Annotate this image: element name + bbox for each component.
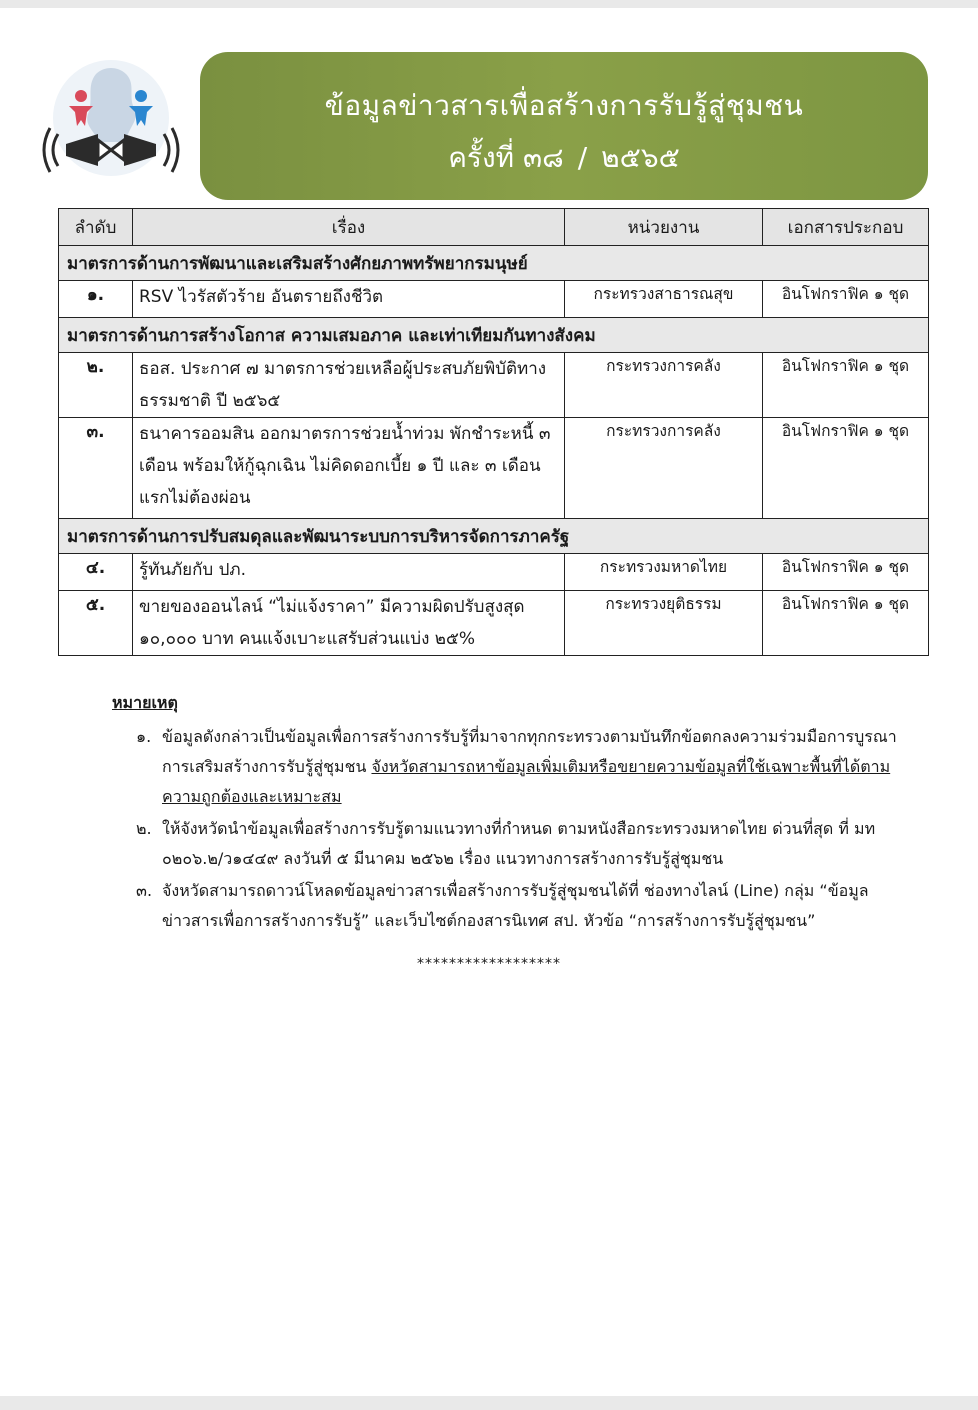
note-underlined-text: จังหวัดสามารถหาข้อมูลเพิ่มเติมหรือขยายความข้อมูลที่ใช้เฉพาะพื้นที่ได้ตามความถูกต้องและเหมาะสม [162, 757, 891, 806]
row-agency: กระทรวงการคลัง [565, 418, 763, 519]
note-item [112, 722, 912, 812]
note-text: จังหวัดสามารถดาวน์โหลดข้อมูลข่าวสารเพื่อสร้างการรับรู้สู่ชุมชนได้ที่ ช่องทางไลน์ (Line) กลุ่ม “ข้อมูลข่าวสารเพื่อการสร้างการรับรู้” และเว็บไซต์กองสารนิเทศ สป. หัวข้อ “การสร้างการรับรู้สู่ชุมชน” [162, 881, 869, 930]
header-agency: หน่วยงาน [565, 209, 763, 246]
header-order: ลำดับ [59, 209, 133, 246]
row-agency: กระทรวงการคลัง [565, 353, 763, 418]
section-title: มาตรการด้านการสร้างโอกาส ความเสมอภาค และเท่าเทียมกันทางสังคม [59, 318, 929, 353]
row-attachment: อินโฟกราฟิค ๑ ชุด [763, 418, 929, 519]
row-topic: ธนาคารออมสิน ออกมาตรการช่วยน้ำท่วม พักชำระหนี้ ๓ เดือน พร้อมให้กู้ฉุกเฉิน ไม่คิดดอกเบี้ย ๑ ปี และ ๓ เดือนแรกไม่ต้องผ่อน [133, 418, 565, 519]
table-row [59, 554, 929, 591]
title-banner [200, 52, 928, 200]
table-header-row [59, 209, 929, 246]
section-row [59, 519, 929, 554]
row-attachment: อินโฟกราฟิค ๑ ชุด [763, 353, 929, 418]
row-number: ๓. [59, 418, 133, 519]
row-topic: ธอส. ประกาศ ๗ มาตรการช่วยเหลือผู้ประสบภัยพิบัติทางธรรมชาติ ปี ๒๕๖๕ [133, 353, 565, 418]
row-topic: RSV ไวรัสตัวร้าย อันตรายถึงชีวิต [133, 281, 565, 318]
notes-title: หมายเหตุ [112, 693, 178, 712]
document-page [0, 8, 978, 1396]
row-agency: กระทรวงยุติธรรม [565, 591, 763, 656]
note-item [112, 876, 912, 936]
section-row [59, 318, 929, 353]
table-row [59, 418, 929, 519]
section-row [59, 246, 929, 281]
banner-title: ข้อมูลข่าวสารเพื่อสร้างการรับรู้สู่ชุมชน [324, 89, 804, 122]
row-topic: รู้ทันภัยกับ ปภ. [133, 554, 565, 591]
issue-label: ครั้งที่ ๓๘ [448, 141, 564, 174]
row-attachment: อินโฟกราฟิค ๑ ชุด [763, 554, 929, 591]
section-title: มาตรการด้านการพัฒนาและเสริมสร้างศักยภาพทรัพยากรมนุษย์ [59, 246, 929, 281]
note-number: ๒. [136, 819, 152, 838]
row-attachment: อินโฟกราฟิค ๑ ชุด [763, 591, 929, 656]
end-stars: ****************** [417, 956, 561, 972]
row-number: ๕. [59, 591, 133, 656]
issue-separator: / [577, 141, 588, 174]
section-title: มาตรการด้านการปรับสมดุลและพัฒนาระบบการบริหารจัดการภาครัฐ [59, 519, 929, 554]
row-number: ๔. [59, 554, 133, 591]
note-number: ๓. [136, 881, 153, 900]
note-text: ให้จังหวัดนำข้อมูลเพื่อสร้างการรับรู้ตามแนวทางที่กำหนด ตามหนังสือกระทรวงมหาดไทย ด่วนที่สุด ที่ มท ๐๒๐๖.๒/ว๑๔๔๙ ลงวันที่ ๕ มีนาคม ๒๕๖๒ เรื่อง แนวทางการสร้างการรับรู้สู่ชุมชน [162, 819, 876, 868]
note-text: ข้อมูลดังกล่าวเป็นข้อมูลเพื่อการสร้างการรับรู้ที่มาจากทุกกระทรวงตามบันทึกข้อตกลงความร่วมมือการบูรณาการเสริมสร้างการรับรู้สู่ชุมชน [162, 727, 897, 776]
table-row [59, 591, 929, 656]
header-attachment: เอกสารประกอบ [763, 209, 929, 246]
row-number: ๒. [59, 353, 133, 418]
table-row [59, 281, 929, 318]
news-table [58, 208, 929, 656]
row-agency: กระทรวงสาธารณสุข [565, 281, 763, 318]
note-item [112, 814, 912, 874]
row-agency: กระทรวงมหาดไทย [565, 554, 763, 591]
table-row [59, 353, 929, 418]
row-attachment: อินโฟกราฟิค ๑ ชุด [763, 281, 929, 318]
banner-issue [200, 136, 928, 180]
header-topic: เรื่อง [133, 209, 565, 246]
note-number: ๑. [136, 727, 152, 746]
issue-year: ๒๕๖๕ [601, 141, 680, 174]
row-number: ๑. [59, 281, 133, 318]
notes-section [112, 688, 912, 938]
community-megaphone-logo [36, 56, 186, 188]
row-topic: ขายของออนไลน์ “ไม่แจ้งราคา” มีความผิดปรับสูงสุด ๑๐,๐๐๐ บาท คนแจ้งเบาะแสรับส่วนแบ่ง ๒๕% [133, 591, 565, 656]
